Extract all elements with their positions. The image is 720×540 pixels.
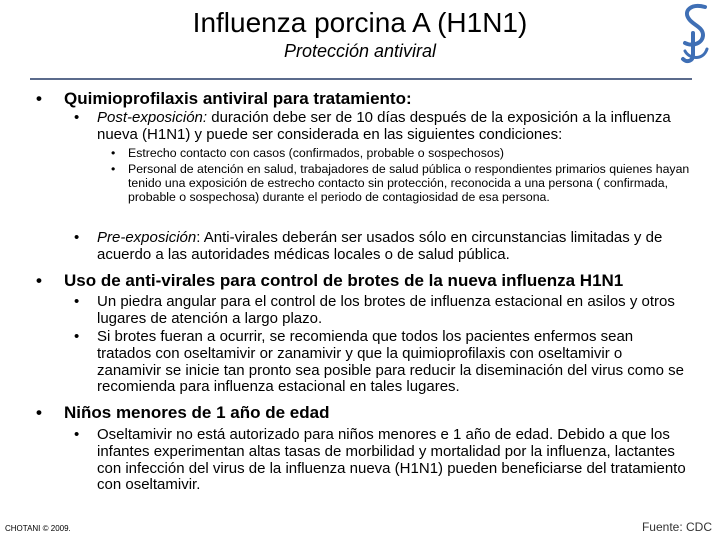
bullet: •: [74, 293, 80, 310]
item-text: Un piedra angular para el control de los brotes de influenza estacional en asilos y otros lugares de atención a largo plazo.: [97, 293, 675, 327]
item-text: Si brotes fueran a ocurrir, se recomienda que todos los pacientes enfermos sean tratados con oseltamivir or zanamivir y que la quimioprofilaxis con oseltamivir o zanamivir se inicie tan pronto sea posible para reducir la diseminación del virus como se recomienda para influenza estacional en tales lugares.: [97, 328, 684, 396]
list-item: [74, 293, 687, 328]
bullet: •: [74, 109, 80, 126]
bullet: •: [36, 403, 42, 422]
bullet: •: [74, 426, 80, 443]
bullet: •: [74, 229, 80, 246]
copyright-footer: CHOTANI © 2009.: [5, 524, 71, 533]
list-item: [74, 426, 687, 494]
institution-logo-icon: [679, 3, 711, 65]
section-heading: [36, 271, 624, 291]
list-item: [74, 328, 687, 396]
sub-item-text: Estrecho contacto con casos (confirmados, probable o sospechosos): [128, 146, 504, 160]
bullet: •: [36, 271, 42, 290]
item-text: : Anti-virales deberán ser usados sólo en circunstancias limitadas y de acuerdo a las autoridades médicas locales o de salud pública.: [97, 229, 663, 263]
item-term: Post-exposición:: [97, 109, 208, 126]
sub-list-item: [111, 162, 700, 204]
page-title: Influenza porcina A (H1N1): [192, 7, 528, 38]
bullet: •: [36, 89, 42, 108]
section-heading-text: Niños menores de 1 año de edad: [64, 403, 330, 422]
section-heading: [36, 403, 330, 423]
list-item: [74, 109, 687, 144]
bullet: •: [74, 328, 80, 345]
section-heading-text: Quimioprofilaxis antiviral para tratamiento:: [64, 89, 412, 108]
section-heading: [36, 89, 412, 109]
title-block: [0, 6, 720, 62]
item-text: Oseltamivir no está autorizado para niños menores e 1 año de edad. Debido a que los infantes experimentan altas tasas de morbilidad y mortalidad por la influenza, lactantes con infección del virus de la influenza nueva (H1N1) pueden beneficiarse del tratamiento con oseltamivir.: [97, 426, 686, 494]
title-divider: [30, 78, 692, 80]
bullet: •: [111, 162, 116, 176]
sub-item-text: Personal de atención en salud, trabajadores de salud pública o respondientes primarios quienes hayan tenido una exposición de estrecho contacto sin protección, reconocida a una persona ( confirmada, probable o sospechosa) durante el periodo de contagiosidad de esa persona.: [128, 162, 690, 204]
page-subtitle: Protección antiviral: [283, 41, 437, 61]
source-footer: Fuente: CDC: [641, 520, 712, 534]
item-text: duración debe ser de 10 días después de la exposición a la influenza nueva (H1N1) y puede ser considerada en las siguientes condiciones:: [97, 109, 671, 143]
bullet: •: [111, 146, 116, 160]
section-heading-text: Uso de anti-virales para control de brotes de la nueva influenza H1N1: [64, 271, 624, 290]
list-item: [74, 229, 687, 264]
item-term: Pre-exposición: [97, 229, 197, 246]
sub-list-item: [111, 146, 700, 160]
